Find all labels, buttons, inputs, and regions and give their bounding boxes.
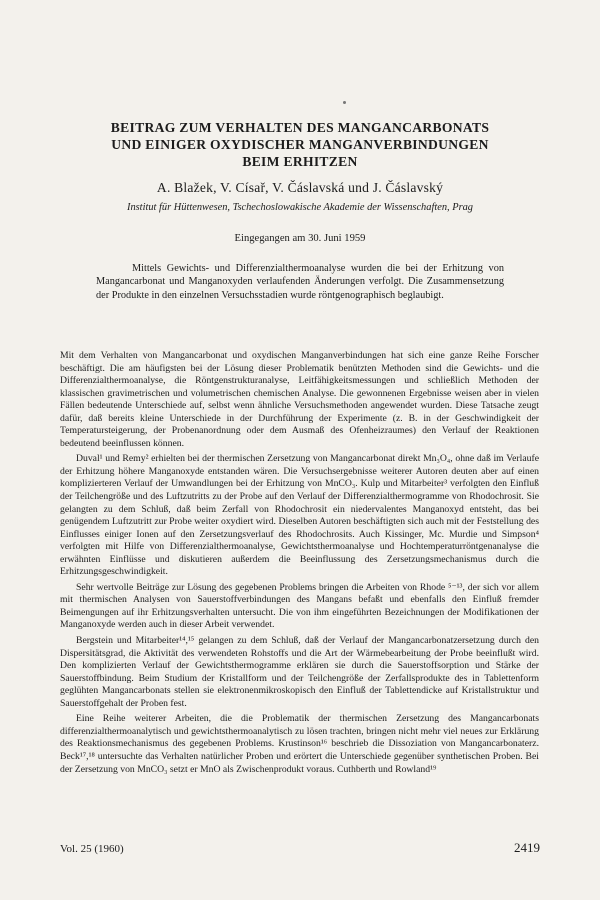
page-number: 2419	[514, 840, 540, 855]
page-footer	[60, 840, 540, 856]
author-list: A. Blažek, V. Císař, V. Čáslavská und J. Čáslavský	[156, 180, 444, 195]
title-line-1: BEITRAG ZUM VERHALTEN DES MANGANCARBONATS	[110, 120, 490, 135]
received-date: Eingegangen am 30. Juni 1959	[234, 233, 366, 244]
paragraph-4: Bergstein und Mitarbeiter¹⁴,¹⁵ gelangen zu dem Schluß, daß der Verlauf der Mangancarbonatzersetzung durch den Dispersitätsgrad, die Aktivität des verwendeten Rohstoffs und die Art der Wärmebearbeitung der Probe beeinflußt wird. Den komplizierten Verlauf der Gewichtsthermogramme erklären sie durch die Sauerstoffsorption und Stärke der Sauerstoffbindung. Beim Studium der Kristallform und der Teilchengröße der Zerfallsprodukte des in Tablettenform geglühten Mangancarbonats stellen sie elektronenmikroskopisch den Einfluß der Tablettendicke auf Kristallstruktur und Sauerstoffgehalt der Proben fest.	[60, 635, 539, 709]
paragraph-2: Duval¹ und Remy² erhielten bei der thermischen Zersetzung von Mangancarbonat direkt Mn₃O₄, ohne daß im Verlaufe der Erhitzung höhere Manganoxyde entstanden wären. Die Versuchsergebnisse weiterer Autoren deuten aber auf einen komplizierteren Verlauf der Umwandlungen bei der Erhitzung von MnCO₃. Kulp und Mitarbeiter³ verfolgten den Einfluß der Teilchengröße und des Luftzutritts zu der Probe auf den Verlauf der Differenzialthermogramme von Rhodochrosit. Sie gelangten zu dem Schluß, daß beim Zerfall von Rhodochrosit ein niedervalentes Manganoxyd entsteht, das bei genügendem Luftzutritt zur Probe weiter oxydiert wird. Dieselben Autoren beschäftigten sich auch mit der Feststellung des Einflusses einiger Ionen auf den Zersetzungsverlauf des Rhodochrosits. Auch Kissinger, Mc. Murdie und Simpson⁴ verfolgten mit Hilfe von Differenzialthermoanalyse, Gewichtsthermoanalyse und Hochtemperaturröntgenanalyse die erwähnten Einflüsse und diskutieren außerdem die Beeinflussung des Zersetzungsmechanismus durch die Erhitzungsgeschwindigkeit.	[60, 453, 539, 578]
paragraph-1: Mit dem Verhalten von Mangancarbonat und oxydischen Manganverbindungen hat sich eine ganze Reihe Forscher beschäftigt. Die am häufigsten bei der Lösung dieser Problematik benützten Methoden sind die Gewichts- und die Differenzialthermoanalyse, die Röntgenstrukturanalyse, Leitfähigkeitsmessungen und schließlich Methoden der klassischen gravimetrischen und volumetrischen chemischen Analyse. Die gewonnenen Ergebnisse weisen aber in vielen Fällen bedeutende Unterschiede auf, selbst wenn ähnliche Versuchsmethoden angewendet wurden. Diese Tatsache zeugt dafür, daß bereits kleine Unterschiede in der Durchführung der Experimente (z. B. in der Geschwindigkeit der Temperatursteigerung, der Probenanordnung oder dem Ausmaß des Ofenheizraumes) den Verlauf der Reaktionen bedeutend beeinflussen können.	[60, 350, 539, 449]
article-title	[60, 119, 540, 170]
paragraph-3: Sehr wertvolle Beiträge zur Lösung des gegebenen Problems bringen die Arbeiten von Rhode ⁵⁻¹³, der sich vor allem mit thermischen Analysen von Sauerstoffverbindungen des Mangans befaßt und ebenfalls den Einfluß fremder Beimengungen auf ihr Erhitzungsverhalten untersucht. Die von ihm eingeführten Bezeichnungen der Modifikationen der Manganoxyde werden auch in dieser Arbeit verwendet.	[60, 581, 539, 631]
abstract: Mittels Gewichts- und Differenzialthermoanalyse wurden die bei der Erhitzung von Mangancarbonat und Manganoxyden verlaufenden Änderungen verfolgt. Die Zusammensetzung der Produkte in den einzelnen Versuchsstadien wurde röntgenographisch beglaubigt.	[96, 263, 504, 301]
article-body	[60, 350, 539, 779]
volume-label: Vol. 25 (1960)	[60, 843, 124, 855]
print-speck	[343, 101, 346, 104]
paragraph-5: Eine Reihe weiterer Arbeiten, die die Problematik der thermischen Zersetzung des Mangancarbonats differenzialthermoanalytisch und gewichtsthermoanalytisch zu lösen trachten, bringen nicht mehr viel neues zur Erklärung des Reaktionsmechanismus des gegebenen Problems. Krustinson¹⁶ beschrieb die Dissoziation von Mangancarbonaterz. Beck¹⁷,¹⁸ untersuchte das Verhalten natürlicher Proben und erörtert die Unterschiede gegenüber synthetischen Proben. Bei der Zersetzung von MnCO₃ setzt er MnO als Zwischenprodukt voraus. Cuthberth und Rowland¹⁹	[60, 713, 539, 775]
title-line-3: BEIM ERHITZEN	[242, 154, 358, 169]
affiliation: Institut für Hüttenwesen, Tschechoslowakische Akademie der Wissenschaften, Prag	[126, 202, 474, 213]
title-line-2: UND EINIGER OXYDISCHER MANGANVERBINDUNGEN	[111, 137, 489, 152]
